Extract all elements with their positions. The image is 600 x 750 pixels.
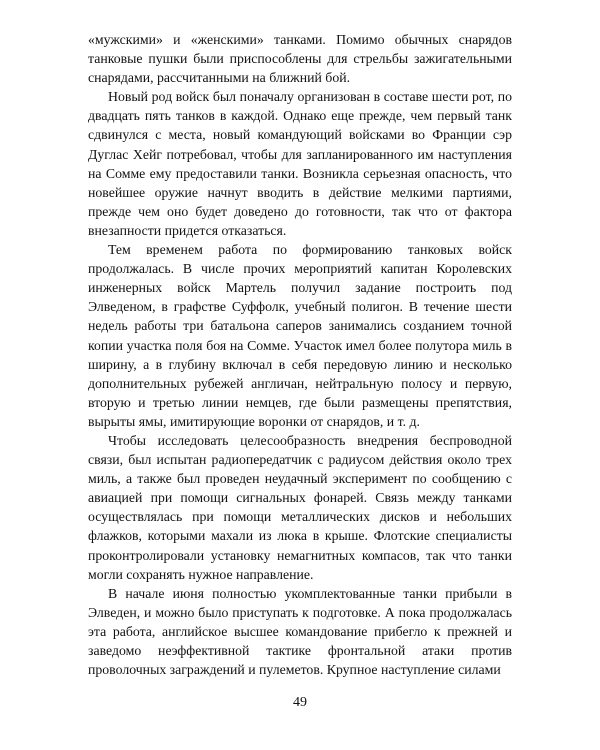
paragraph: Тем временем работа по формированию танковых войск продолжалась. В числе прочих мероприятий капитан Королевских инженерных войск Мартель получил задание построить под Элведеном, в графстве Суффолк, учебный полигон. В течение шести недель работы три батальона саперов занимались созданием точной копии участка поля боя на Сомме. Участок имел более полутора миль в ширину, а в глубину включал в себя передовую линию и несколько дополнительных рубежей англичан, нейтральную полосу и первую, вторую и третью линии немцев, где были размещены препятствия, вырыты ямы, имитирующие воронки от снарядов, и т. д. xyxy=(88,242,512,429)
paragraph: Новый род войск был поначалу организован в составе шести рот, по двадцать пять танков в каждой. Однако еще прежде, чем первый танк сдвинулся с места, новый командующий войсками во Франции сэр Дуглас Хейг потребовал, чтобы для запланированного им наступления на Сомме ему предоставили танки. Возникла серьезная опасность, что новейшее оружие начнут вводить в действие мелкими партиями, прежде чем оно будет доведено до готовности, так что от фактора внезапности придется отказаться. xyxy=(88,89,512,238)
paragraph: Чтобы исследовать целесообразность внедрения беспроводной связи, был испытан радиопередатчик с радиусом действия около трех миль, а также был проведен неудачный эксперимент по сообщению с авиацией при помощи сигнальных фонарей. Связь между танками осуществлялась при помощи металлических дисков и небольших флажков, которыми махали из люка в крыше. Флотские специалисты проконтролировали установку немагнитных компасов, так что танки могли сохранять нужное направление. xyxy=(88,432,512,582)
body-text xyxy=(88,30,512,679)
book-page xyxy=(88,30,512,720)
page-number: 49 xyxy=(293,695,307,710)
paragraph: В начале июня полностью укомплектованные танки прибыли в Элведен, и можно было приступать к подготовке. А пока продолжалась эта работа, английское высшее командование прибегло к прежней и заведомо неэффективной тактике фронтальной атаки против проволочных заграждений и пулеметов. Крупное наступление силами xyxy=(88,585,512,678)
paragraph: «мужскими» и «женскими» танками. Помимо обычных снарядов танковые пушки были приспособлены для стрельбы зажигательными снарядами, рассчитанными на ближний бой. xyxy=(88,32,512,86)
